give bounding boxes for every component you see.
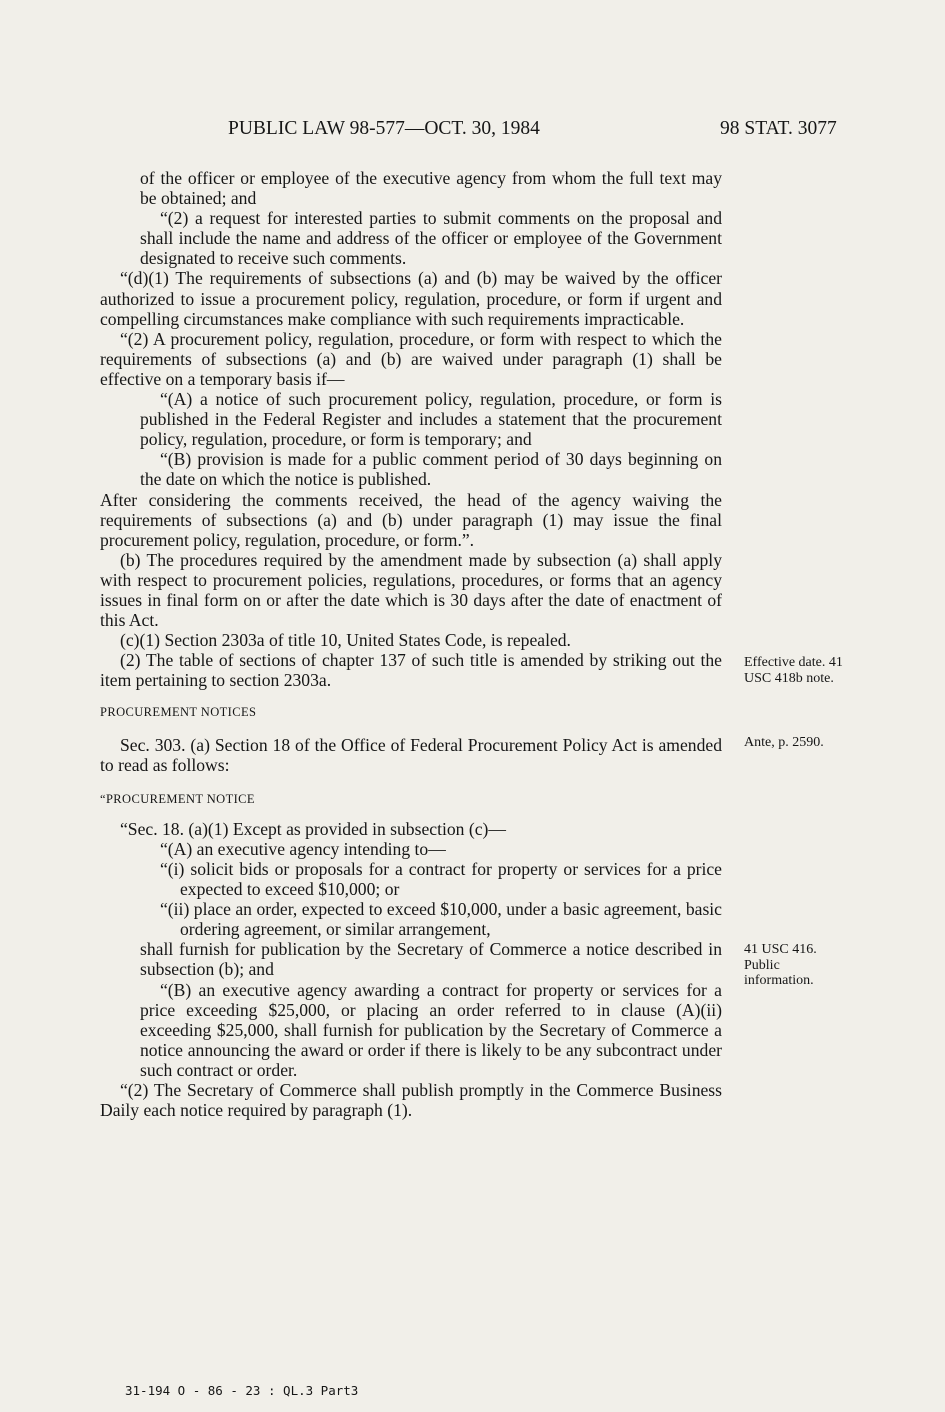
paragraph: After considering the comments received, the head of the agency waiving the requirements of subsections (a) and (b) under paragraph (1) may issue the final procurement policy, regulation, procedure, or form.”. <box>100 489 722 550</box>
paragraph: “(i) solicit bids or proposals for a contract for property or services for a price expected to exceed $10,000; or <box>160 859 722 900</box>
paragraph: shall furnish for publication by the Secretary of Commerce a notice described in subsection (b); and <box>140 939 722 980</box>
statute-text <box>100 168 722 1120</box>
print-footer: 31-194 O - 86 - 23 : QL.3 Part3 <box>125 1383 359 1398</box>
paragraph: (b) The procedures required by the amendment made by subsection (a) shall apply with respect to procurement policies, regulations, procedures, or forms that an agency issues in final form on or after the date which is 30 days after the date of enactment of this Act. <box>100 549 722 631</box>
margin-note-usc-416: 41 USC 416. Public information. <box>744 942 817 988</box>
paragraph: “(A) a notice of such procurement policy, regulation, procedure, or form is published in the Federal Register and includes a statement that the procurement policy, regulation, procedure, or form is temporary; and <box>140 389 722 450</box>
section-heading: PROCUREMENT NOTICES <box>100 705 257 720</box>
paragraph: (2) The table of sections of chapter 137 of such title is amended by striking out the item pertaining to section 2303a. <box>100 650 722 691</box>
paragraph: of the officer or employee of the executive agency from whom the full text may be obtained; and <box>140 168 722 209</box>
paragraph: “Sec. 18. (a)(1) Except as provided in subsection (c)— <box>120 818 506 839</box>
paragraph: (c)(1) Section 2303a of title 10, United States Code, is repealed. <box>120 630 571 651</box>
running-title: PUBLIC LAW 98-577—OCT. 30, 1984 <box>228 118 540 139</box>
paragraph: Sec. 303. (a) Section 18 of the Office of Federal Procurement Policy Act is amended to read as follows: <box>100 734 722 775</box>
section-heading: “PROCUREMENT NOTICE <box>100 791 255 806</box>
paragraph: “(d)(1) The requirements of subsections (a) and (b) may be waived by the officer authorized to issue a procurement policy, regulation, procedure, or form if urgent and compelling circumstances make compliance with such requirements impracticable. <box>100 268 722 329</box>
paragraph: “(2) The Secretary of Commerce shall publish promptly in the Commerce Business Daily each notice required by paragraph (1). <box>100 1080 722 1121</box>
margin-note-effective-date: Effective date. 41 USC 418b note. <box>744 655 843 686</box>
page-number: 98 STAT. 3077 <box>720 118 837 139</box>
paragraph: “(2) a request for interested parties to submit comments on the proposal and shall include the name and address of the officer or employee of the Government designated to receive such comments. <box>140 208 722 269</box>
paragraph: “(B) an executive agency awarding a contract for property or services for a price exceeding $25,000, or placing an order referred to in clause (A)(ii) exceeding $25,000, shall furnish for publication by the Secretary of Commerce a notice announcing the award or order if there is likely to be any subcontract under such contract or order. <box>140 979 722 1080</box>
paragraph: “(B) provision is made for a public comment period of 30 days beginning on the date on which the notice is published. <box>140 449 722 490</box>
paragraph: “(2) A procurement policy, regulation, procedure, or form with respect to which the requirements of subsections (a) and (b) are waived under paragraph (1) shall be effective on a temporary basis if— <box>100 328 722 389</box>
paragraph: “(A) an executive agency intending to— <box>160 838 446 859</box>
margin-note-ante: Ante, p. 2590. <box>744 735 824 750</box>
page-header <box>0 118 945 146</box>
paragraph: “(ii) place an order, expected to exceed $10,000, under a basic agreement, basic ordering agreement, or similar arrangement, <box>160 899 722 940</box>
